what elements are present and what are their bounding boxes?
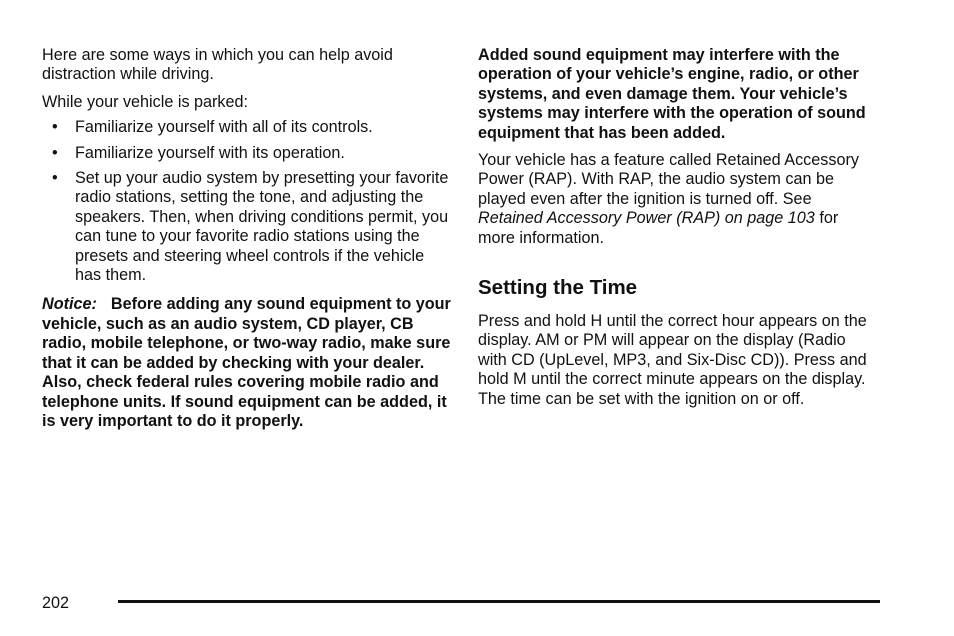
list-item	[42, 118, 452, 137]
rap-cross-reference-link[interactable]: Retained Accessory Power (RAP) on page 103	[478, 209, 815, 228]
bullet-icon: •	[52, 143, 58, 162]
list-item-text: Familiarize yourself with its operation.	[75, 143, 345, 162]
time-paragraph: Press and hold H until the correct hour appears on the display. AM or PM will appear on the display (Radio with CD (UpLevel, MP3, and Six-Disc CD)). Press and hold M until the correct minute appears on the display. The time can be set with the ignition on or off.	[478, 312, 867, 408]
tips-list	[42, 118, 452, 285]
list-item	[42, 169, 452, 285]
intro-paragraph: Here are some ways in which you can help avoid distraction while driving.	[42, 46, 393, 84]
warning-paragraph: Added sound equipment may interfere with the operation of your vehicle’s engine, radio, or other systems, and even damage them. Your vehicle’s systems may interfere with the operation of sound equipment that has been added.	[478, 46, 866, 142]
notice-text: Before adding any sound equipment to your vehicle, such as an audio system, CD player, CB radio, mobile telephone, or two-way radio, make sure that it can be added by checking with your dealer. Also, check federal rules covering mobile radio and telephone units. If sound equipment can be added, it is very important to do it properly.	[42, 295, 451, 430]
list-item-text: Familiarize yourself with all of its controls.	[75, 118, 373, 137]
parked-paragraph: While your vehicle is parked:	[42, 92, 249, 111]
rap-paragraph	[478, 151, 878, 248]
footer-rule	[118, 600, 880, 603]
left-column	[42, 46, 452, 431]
page-number: 202	[42, 594, 70, 612]
notice-paragraph	[42, 295, 452, 431]
list-item	[42, 144, 452, 163]
section-title: Setting the Time	[478, 276, 638, 300]
notice-label: Notice:	[42, 295, 97, 314]
list-item-text: Set up your audio system by presetting your favorite radio stations, setting the tone, and adjusting the speakers. Then, when driving conditions permit, you can tune to your favorite radio stations using the presets and steering wheel controls if the vehicle has them.	[75, 169, 449, 285]
bullet-icon: •	[52, 118, 58, 137]
rap-text: Your vehicle has a feature called Retained Accessory Power (RAP). With RAP, the audio system can be played even after the ignition is turned off. See	[478, 151, 859, 208]
bullet-icon: •	[52, 169, 58, 188]
rap-text-end: for more information.	[478, 209, 839, 247]
right-column	[478, 46, 878, 409]
